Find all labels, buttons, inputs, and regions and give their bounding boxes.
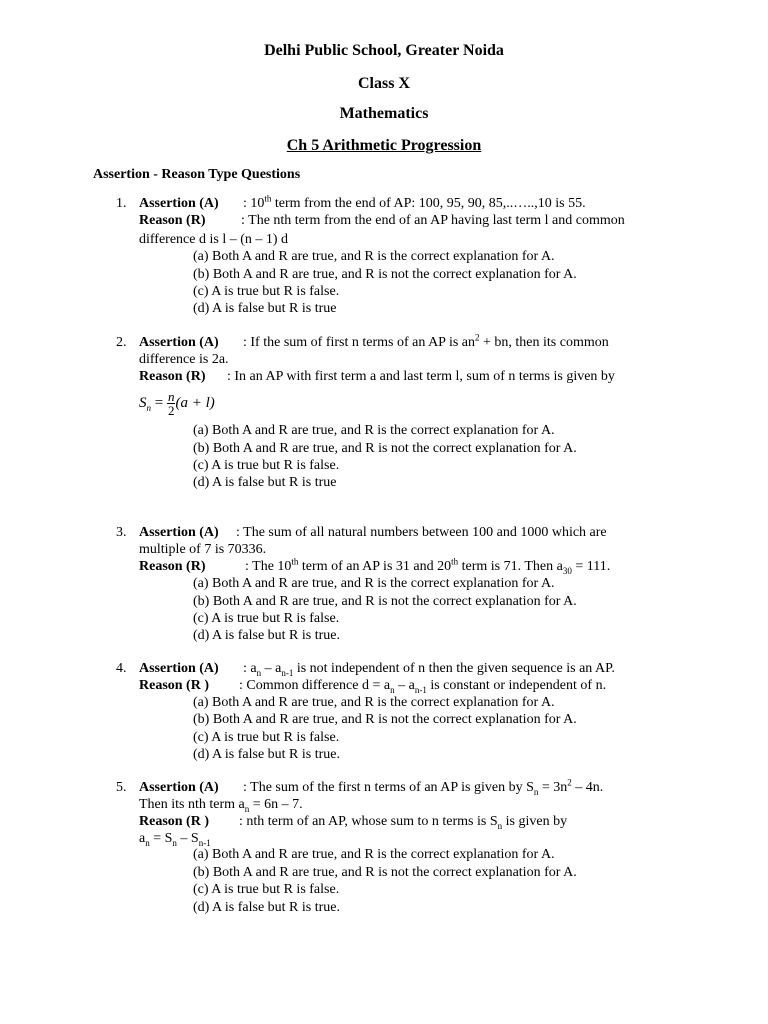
reason-text: : Common difference $d = a_n - a_{n-1}$ is constant or independent of n. <box>239 678 607 695</box>
assertion-label: Assertion (A) <box>139 335 219 350</box>
question-number: 3. <box>116 525 127 540</box>
assertion-text: : $a_n - a_{n-1}$ is not independent of n then the given sequence is an AP. <box>243 661 615 678</box>
assertion-text-cont: Then its nth term $a_n = 6n - 7$. <box>139 797 303 814</box>
reason-text: : nth term of an AP, whose sum to n terms is $S_n$ is given by <box>239 814 568 831</box>
option-c: (c) A is true but R is false. <box>193 882 340 897</box>
assertion-text: : The sum of the first n terms of an AP is given by $S_n = 3n^2 - 4n$. <box>243 777 604 797</box>
option-b: (b) Both A and R are true, and R is not the correct explanation for A. <box>193 594 577 609</box>
assertion-label: Assertion (A) <box>139 196 219 211</box>
subject-title: Mathematics <box>339 105 429 122</box>
fraction: $\frac{n}{2}$ <box>167 389 175 419</box>
reason-formula: $a_n = S_n - S_{n-1}$ <box>139 831 211 848</box>
option-c: (c) A is true but R is false. <box>193 458 340 473</box>
option-d: (d) A is false but R is true. <box>193 628 340 643</box>
assertion-label: Assertion (A) <box>139 525 219 540</box>
option-d: (d) A is false but R is true <box>193 475 337 490</box>
option-b: (b) Both A and R are true, and R is not the correct explanation for A. <box>193 441 577 456</box>
reason-text: : The 10th term of an AP is 31 and 20th term is 71. Then $a_{30} = 111$. <box>245 556 611 576</box>
option-c: (c) A is true but R is false. <box>193 611 340 626</box>
option-d: (d) A is false but R is true. <box>193 900 340 915</box>
option-a: (a) Both A and R are true, and R is the correct explanation for A. <box>193 249 555 264</box>
reason-label: Reason (R) <box>139 559 206 574</box>
assertion-text: : The sum of all natural numbers between 100 and 1000 which are <box>236 525 607 540</box>
option-b: (b) Both A and R are true, and R is not the correct explanation for A. <box>193 267 577 282</box>
reason-label: Reason (R) <box>139 213 206 228</box>
assertion-label: Assertion (A) <box>139 661 219 676</box>
reason-label: Reason (R ) <box>139 678 209 693</box>
question-number: 4. <box>116 661 127 676</box>
question-number: 2. <box>116 335 127 350</box>
option-c: (c) A is true but R is false. <box>193 730 340 745</box>
chapter-title: Ch 5 Arithmetic Progression <box>286 137 482 154</box>
school-name: Delhi Public School, Greater Noida <box>264 42 504 59</box>
reason-text: : In an AP with first term a and last term l, sum of n terms is given by <box>227 369 615 384</box>
option-d: (d) A is false but R is true. <box>193 747 340 762</box>
option-a: (a) Both A and R are true, and R is the correct explanation for A. <box>193 695 555 710</box>
assertion-text: : If the sum of first n terms of an AP is $an^2$ + bn, then its common <box>243 332 609 350</box>
sum-formula: $S_n$ = $\frac{n}{2}$ (a + l) <box>139 389 215 419</box>
question-number: 5. <box>116 780 127 795</box>
option-c: (c) A is true but R is false. <box>193 284 340 299</box>
reason-text: : The nth term from the end of an AP having last term l and common <box>241 213 625 228</box>
class-title: Class X <box>357 75 410 92</box>
assertion-text-cont: multiple of 7 is 70336. <box>139 542 267 557</box>
assertion-text-cont: difference is 2a. <box>139 352 229 367</box>
section-title: Assertion - Reason Type Questions <box>93 167 301 182</box>
option-a: (a) Both A and R are true, and R is the correct explanation for A. <box>193 423 555 438</box>
reason-label: Reason (R ) <box>139 814 209 829</box>
assertion-text: : 10th term from the end of AP: 100, 95, 90, 85,..…..,10 is 55. <box>243 193 586 211</box>
option-b: (b) Both A and R are true, and R is not the correct explanation for A. <box>193 865 577 880</box>
reason-label: Reason (R) <box>139 369 206 384</box>
option-d: (d) A is false but R is true <box>193 301 337 316</box>
option-a: (a) Both A and R are true, and R is the correct explanation for A. <box>193 847 555 862</box>
question-number: 1. <box>116 196 127 211</box>
reason-text-cont: difference d is l – (n – 1) d <box>139 232 289 247</box>
option-b: (b) Both A and R are true, and R is not the correct explanation for A. <box>193 712 577 727</box>
assertion-label: Assertion (A) <box>139 780 219 795</box>
option-a: (a) Both A and R are true, and R is the correct explanation for A. <box>193 576 555 591</box>
